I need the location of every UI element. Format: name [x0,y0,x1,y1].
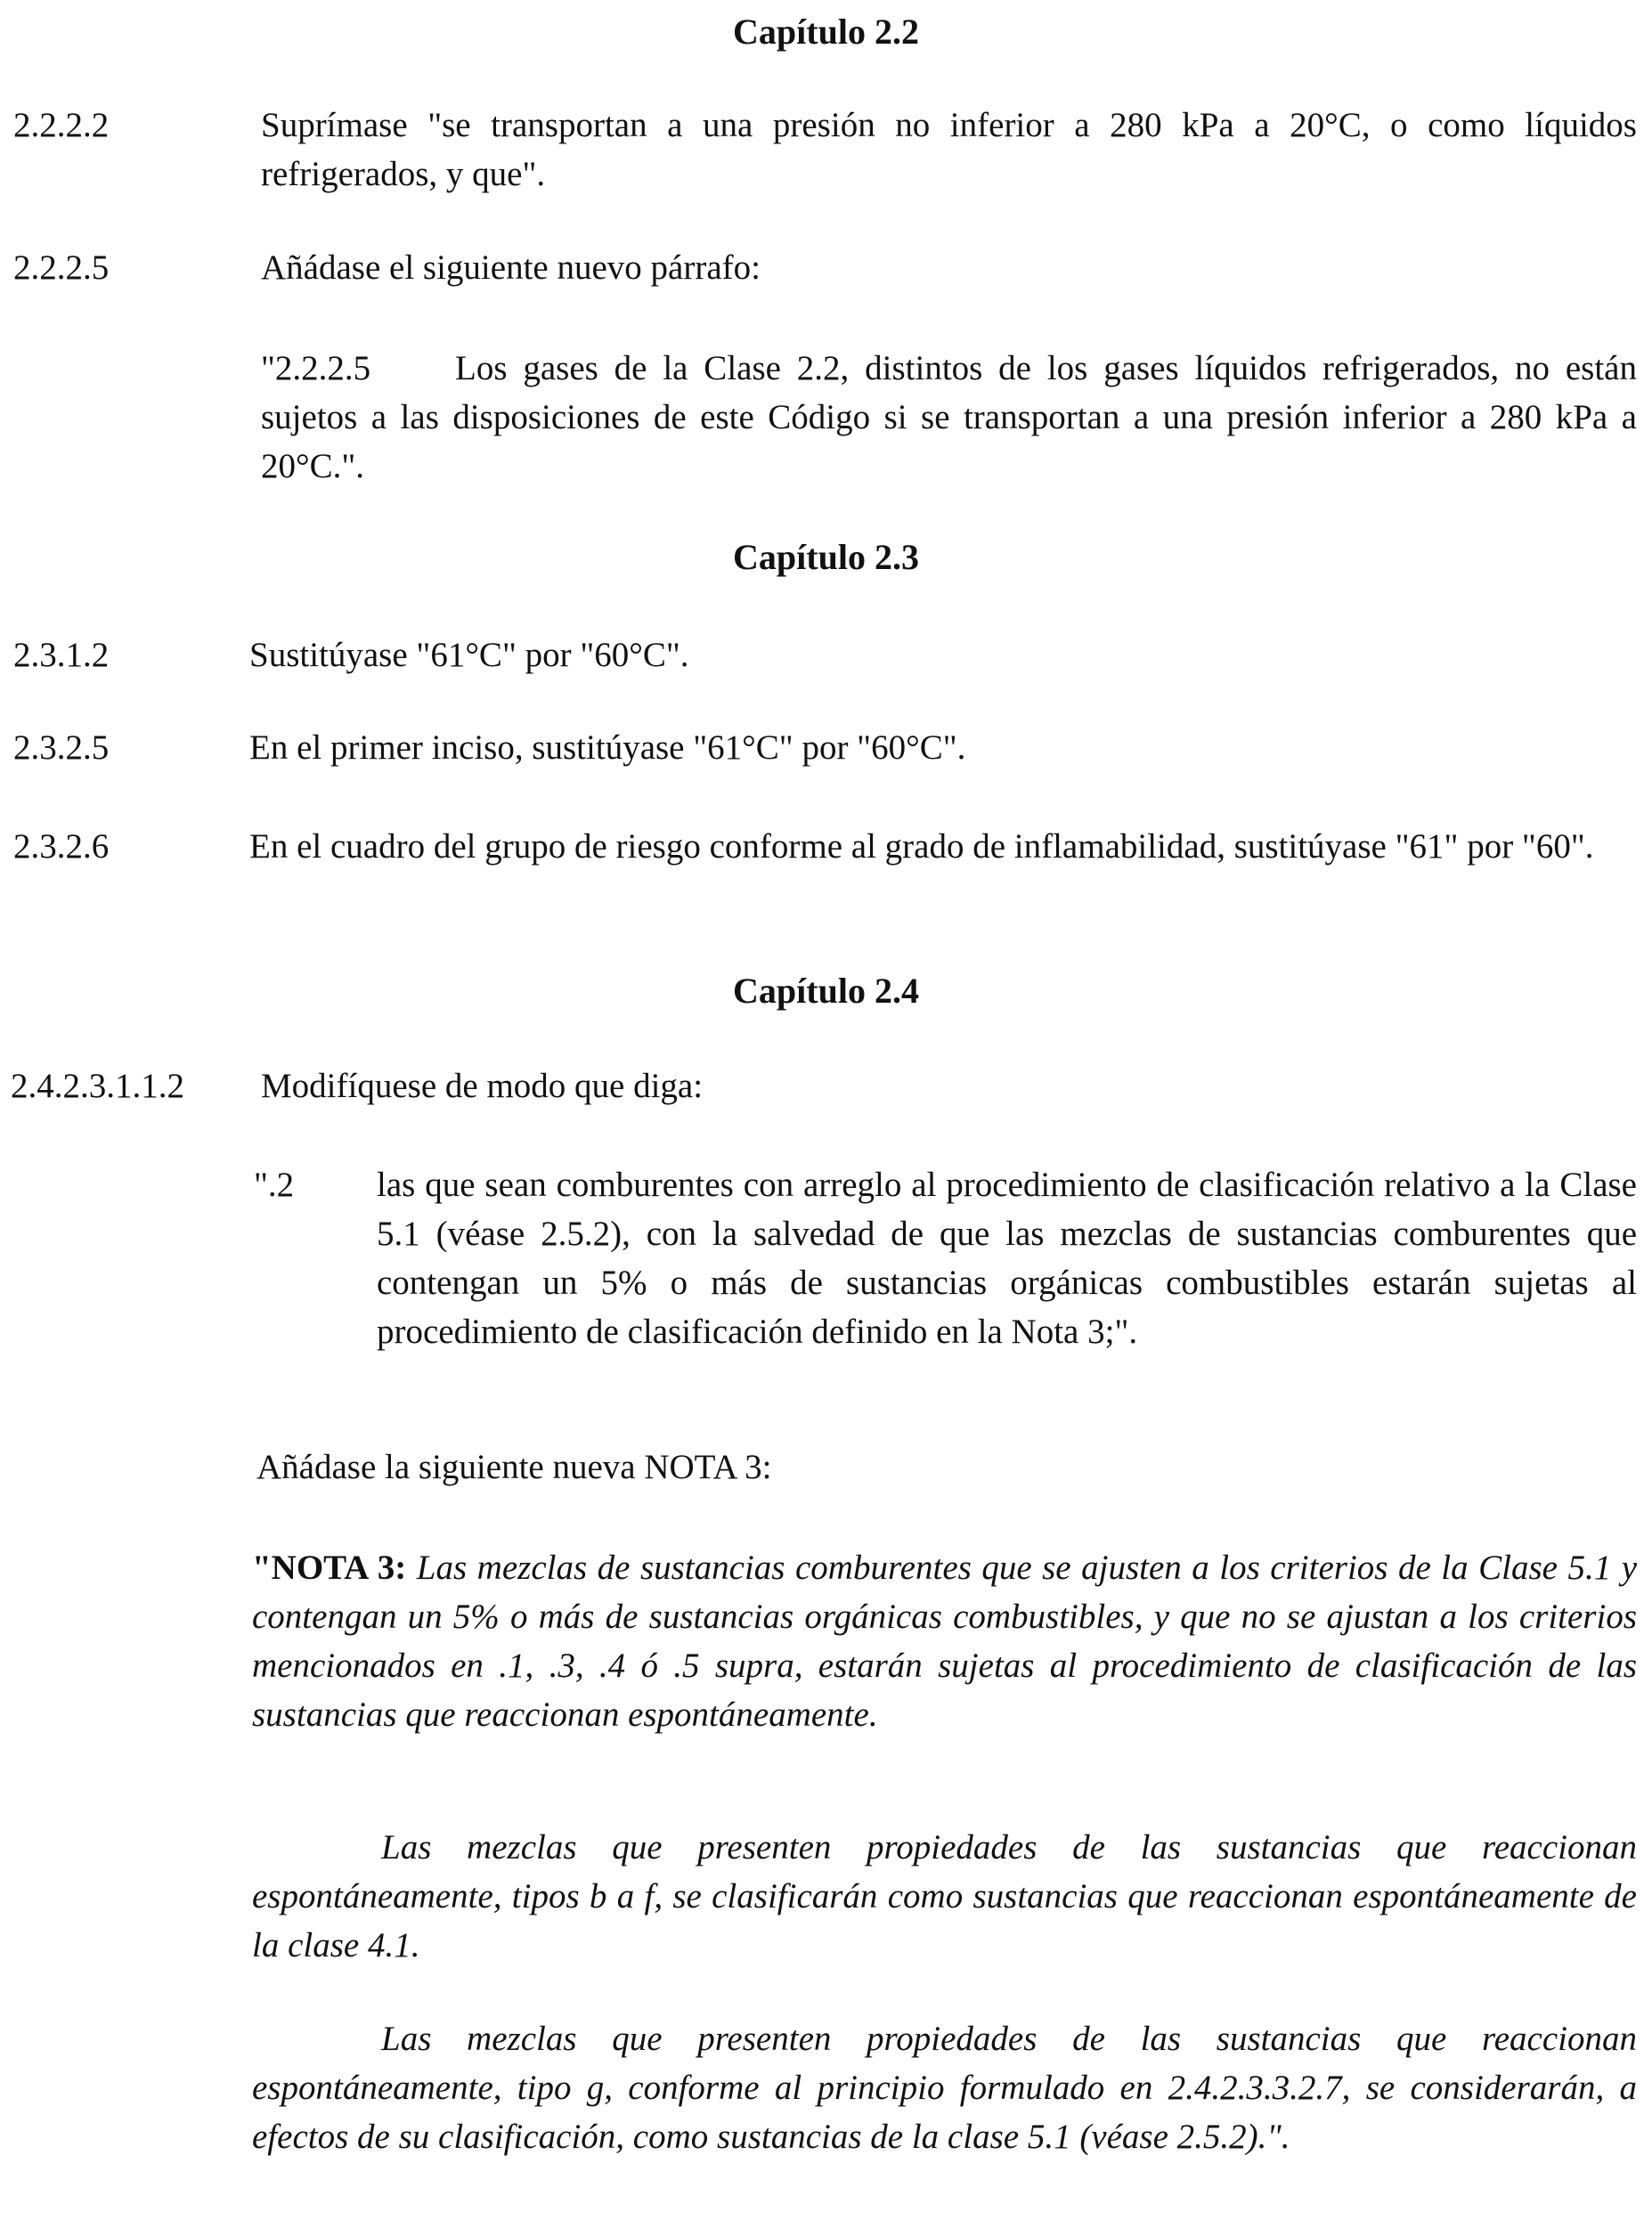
quoted-number: "2.2.2.5 [261,349,371,387]
note-quote-mark: " [252,1549,272,1587]
quoted-subitem-number: ".2 [254,1166,295,1204]
item-number-2-3-2-5: 2.3.2.5 [13,728,110,767]
note-label: NOTA 3: [271,1549,407,1587]
chapter-heading-2-3: Capítulo 2.3 [733,537,919,577]
note-paragraph-2: Las mezclas que presenten propiedades de las sustancias que reaccionan espontáneamente, tipos b a f, se clasificarán como sustancias que reaccionan espontáneamente de la clase 4.1. [252,1828,1637,1964]
add-note-instruction: Añádase la siguiente nueva NOTA 3: [256,1448,772,1486]
item-text-2-3-2-6: En el cuadro del grupo de riesgo conforme al grado de inflamabilidad, sustitúyase "61" por "60". [249,827,1594,866]
note-paragraph-1-text: Las mezclas de sustancias comburentes que se ajusten a los criterios de la Clase 5.1 y contengan un 5% o más de sustancias orgánicas combustibles, y que no se ajustan a los criterios mencionados en .1, .3, .4 ó .5 supra, estarán sujetas al procedimiento de clasificación de las sustancias que reaccionan espontáneamente. [252,1549,1638,1734]
item-number-2-3-1-2: 2.3.1.2 [13,636,110,674]
item-number-2-3-2-6: 2.3.2.6 [13,827,110,866]
item-text-2-2-2-2: Suprímase "se transportan a una presión no inferior a 280 kPa a 20°C, o como líquidos refrigerados, y que". [261,106,1637,193]
item-text-2-2-2-5: Añádase el siguiente nuevo párrafo: [261,248,761,287]
quoted-paragraph-2-2-2-5 [261,344,1637,491]
note-paragraph-3: Las mezclas que presenten propiedades de las sustancias que reaccionan espontáneamente, tipo g, conforme al principio formulado en 2.4.2.3.3.2.7, se considerarán, a efectos de su clasificación, como sustancias de la clase 5.1 (véase 2.5.2).". [252,2020,1637,2156]
item-number-2-4-2-3-1-1-2: 2.4.2.3.1.1.2 [11,1067,184,1105]
item-text-2-4-2-3-1-1-2: Modifíquese de modo que diga: [261,1067,704,1105]
item-number-2-2-2-2: 2.2.2.2 [13,106,110,144]
note-paragraph-1 [252,1543,1637,1739]
item-text-2-3-2-5: En el primer inciso, sustitúyase "61°C" por "60°C". [249,728,966,767]
chapter-heading-2-2: Capítulo 2.2 [733,12,919,52]
quoted-text: Los gases de la Clase 2.2, distintos de los gases líquidos refrigerados, no están sujetos a las disposiciones de este Código si se transportan a una presión inferior a 280 kPa a 20°C.". [261,349,1637,485]
chapter-heading-2-4: Capítulo 2.4 [733,971,919,1011]
item-number-2-2-2-5: 2.2.2.5 [13,248,110,287]
item-text-2-3-1-2: Sustitúyase "61°C" por "60°C". [249,636,689,674]
quoted-subitem-text: las que sean comburentes con arreglo al procedimiento de clasificación relativo a la Clase 5.1 (véase 2.5.2), con la salvedad de que las mezclas de sustancias comburentes que contengan un 5% o más de sustancias orgánicas combustibles estarán sujetas al procedimiento de clasificación definido en la Nota 3;". [377,1166,1637,1351]
